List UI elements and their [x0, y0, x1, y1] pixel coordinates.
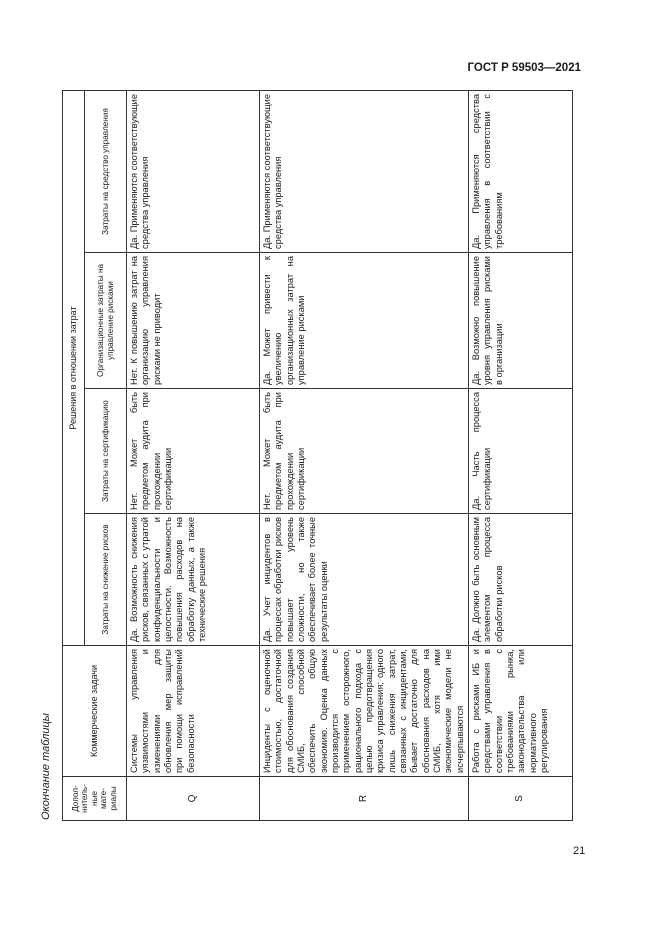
- risk-reduction-cell: Да. Возможность снижения рисков, связанных с утратой конфиденциальности и целостности. Возможность повышения расходов на обработку данных, а также технические решения: [127, 514, 260, 646]
- row-code: R: [260, 777, 469, 821]
- page-number: 21: [573, 845, 586, 857]
- table-row: [260, 90, 469, 820]
- table-row: [468, 90, 572, 820]
- header-risk-reduction-costs: Затраты на снижение рисков: [85, 514, 127, 646]
- control-cell: Да. Применяются соответствующие средства управления: [127, 90, 260, 252]
- table-row: [127, 90, 260, 820]
- header-organizational-costs: Организационные затраты на управление рисками: [85, 253, 127, 389]
- control-cell: Да. Применяются средства управления в соответствии с требованиям: [468, 90, 572, 252]
- commercial-task-cell: Работа с рисками ИБ и средствами управления в соответствии с требованиями рынка, законодательства или нормативного регулирования: [468, 646, 572, 777]
- organizational-cell: Нет. К повышению затрат на организацию управления рисками не приводит: [127, 253, 260, 389]
- header-row-top: [63, 90, 85, 820]
- row-code: S: [468, 777, 572, 821]
- control-cell: Да. Применяются соответствующие средства управления: [260, 90, 469, 252]
- cost-decisions-table: [62, 90, 573, 821]
- table-frame: [62, 91, 560, 821]
- certification-cell: Да. Часть процесса сертификации: [468, 389, 572, 514]
- table-caption: Окончание таблицы: [40, 713, 52, 820]
- header-commercial-tasks: Коммерческие задачи: [63, 646, 127, 777]
- certification-cell: Нет. Может быть предметом аудита при прохождении сертификации: [127, 389, 260, 514]
- header-cost-decisions: Решения в отношении затрат: [63, 90, 85, 645]
- rotated-table: [62, 91, 560, 821]
- header-additional-materials: Допол-нитель-ные мате-риалы: [63, 777, 127, 821]
- organizational-cell: Да. Может привести к увеличению организационных затрат на управление рисками: [260, 253, 469, 389]
- commercial-task-cell: Инциденты с оценочной стоимостью, достаточной для обоснования создания СМИБ, способной обеспечить общую экономию. Оценка данных производится с применением осторожного, рационального подхода с целью предотвращения кризиса управления; одного лишь снижения затрат, связанных с инцидентами, бывает достаточно для обоснования расходов на СМИБ, хотя ими экономические модели не исчерпываются: [260, 646, 469, 777]
- standard-number: ГОСТ Р 59503—2021: [467, 62, 581, 74]
- certification-cell: Нет. Может быть предметом аудита при прохождении сертификации: [260, 389, 469, 514]
- row-code: Q: [127, 777, 260, 821]
- header-certification-costs: Затраты на сертификацию: [85, 389, 127, 514]
- header-control-costs: Затраты на средство управления: [85, 90, 127, 252]
- organizational-cell: Да. Возможно повышение уровня управления рисками в организации: [468, 253, 572, 389]
- risk-reduction-cell: Да. Учет инцидентов в процессах обработки рисков повышает уровень сложности, но также обеспечивает более точные результаты оценки: [260, 514, 469, 646]
- commercial-task-cell: Системы управления уязвимостями и изменениями для обновления мер защиты при помощи исправлений безопасности: [127, 646, 260, 777]
- risk-reduction-cell: Да. Должно быть основным элементом процесса обработки рисков: [468, 514, 572, 646]
